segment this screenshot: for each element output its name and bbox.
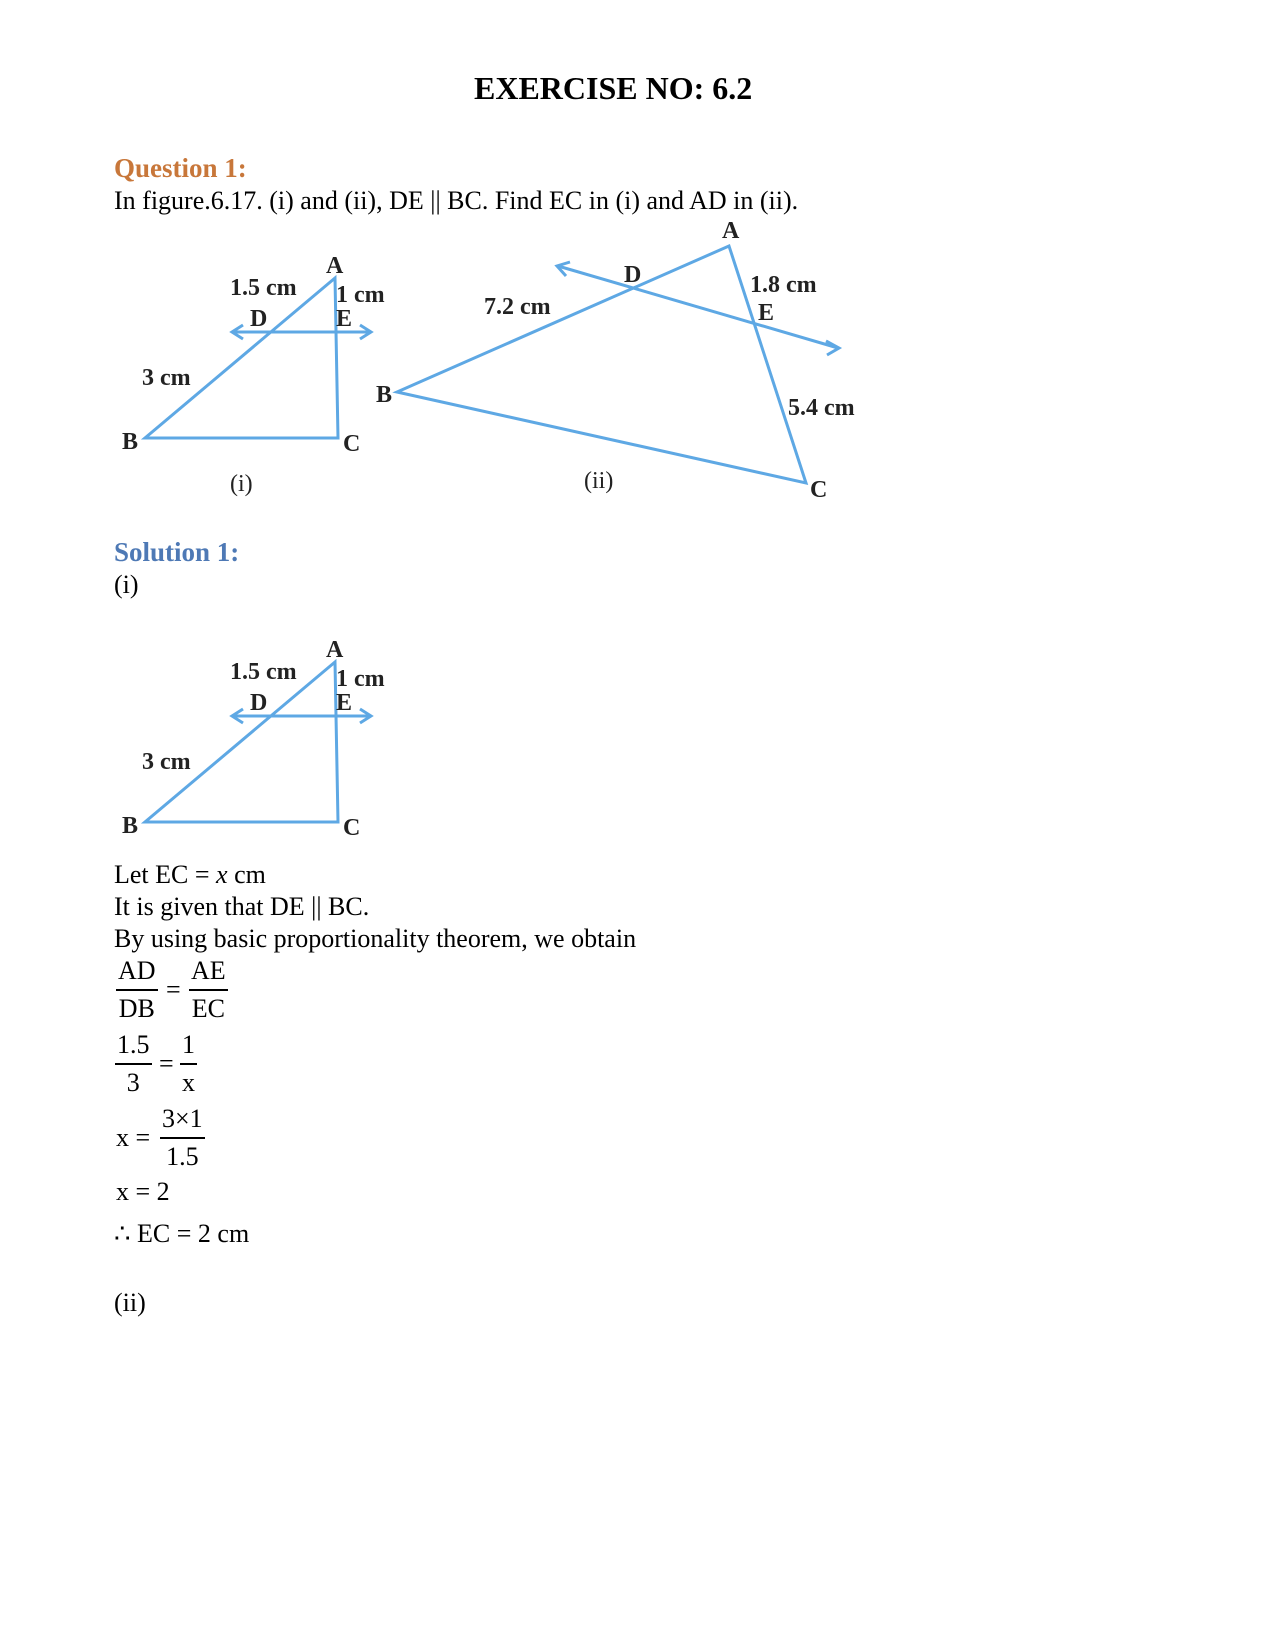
fig-ii-caption: (ii): [584, 468, 614, 494]
solution-line-let: Let EC = x cm: [114, 860, 266, 889]
sol-fig-point-a: A: [326, 637, 344, 663]
fig-i-measure-ad: 1.5 cm: [230, 275, 297, 301]
sol-fig-measure-ad: 1.5 cm: [230, 659, 297, 685]
solution-part-i: (i): [114, 570, 139, 599]
equals-sign: =: [166, 975, 181, 1004]
fig-ii-point-a: A: [722, 218, 740, 244]
solution-label: Solution 1:: [114, 537, 240, 567]
fig-ii-point-c: C: [810, 477, 828, 503]
fraction-ae-ec: $\frac{AE}{EC}$: [191, 956, 226, 1023]
fig-i-measure-ae: 1 cm: [336, 282, 385, 308]
page-title: EXERCISE NO: 6.2: [474, 70, 753, 106]
solution-x-value: x = 2: [116, 1177, 170, 1206]
fig-ii-measure-bd: 7.2 cm: [484, 294, 551, 320]
sol-fig-point-d: D: [250, 690, 268, 716]
sol-fig-point-e: E: [336, 690, 353, 716]
solution-part-ii: (ii): [114, 1288, 146, 1317]
fraction-3x1-over-1-5: $\frac{3\times 1}{1.5}$: [162, 1104, 203, 1171]
fig-ii-point-e: E: [758, 300, 775, 326]
fig-ii-point-d: D: [624, 262, 642, 288]
sol-fig-point-c: C: [343, 815, 361, 841]
fraction-1-5-over-3: $\frac{1.5}{3}$: [117, 1030, 150, 1097]
solution-line-theorem: By using basic proportionality theorem, we obtain: [114, 924, 637, 953]
fig-i-measure-db: 3 cm: [142, 365, 191, 391]
equation-x-equals: x =: [116, 1123, 151, 1152]
variable-x: x: [216, 860, 228, 889]
fig-ii-measure-ec: 5.4 cm: [788, 395, 855, 421]
question-label: Question 1:: [114, 153, 247, 183]
sol-fig-measure-db: 3 cm: [142, 749, 191, 775]
fraction-1-over-x: $\frac{1}{x}$: [182, 1030, 195, 1097]
fig-ii-measure-ae: 1.8 cm: [750, 272, 817, 298]
equals-sign: =: [159, 1049, 174, 1078]
fraction-ad-db: $\frac{AD}{DB}$: [118, 956, 156, 1023]
fig-i-point-e: E: [336, 306, 353, 332]
solution-conclusion: ∴ EC = 2 cm: [114, 1219, 250, 1248]
fig-ii-point-b: B: [376, 382, 393, 408]
solution-line-given: It is given that DE || BC.: [114, 892, 370, 921]
fig-i-point-c: C: [343, 431, 361, 457]
sol-fig-point-b: B: [122, 813, 139, 839]
fig-i-point-d: D: [250, 306, 268, 332]
question-text: In figure.6.17. (i) and (ii), DE || BC. Find EC in (i) and AD in (ii).: [114, 186, 799, 215]
fig-i-point-b: B: [122, 429, 139, 455]
sol-fig-measure-ae: 1 cm: [336, 666, 385, 692]
fig-i-caption: (i): [230, 471, 253, 497]
fig-i-point-a: A: [326, 253, 344, 279]
